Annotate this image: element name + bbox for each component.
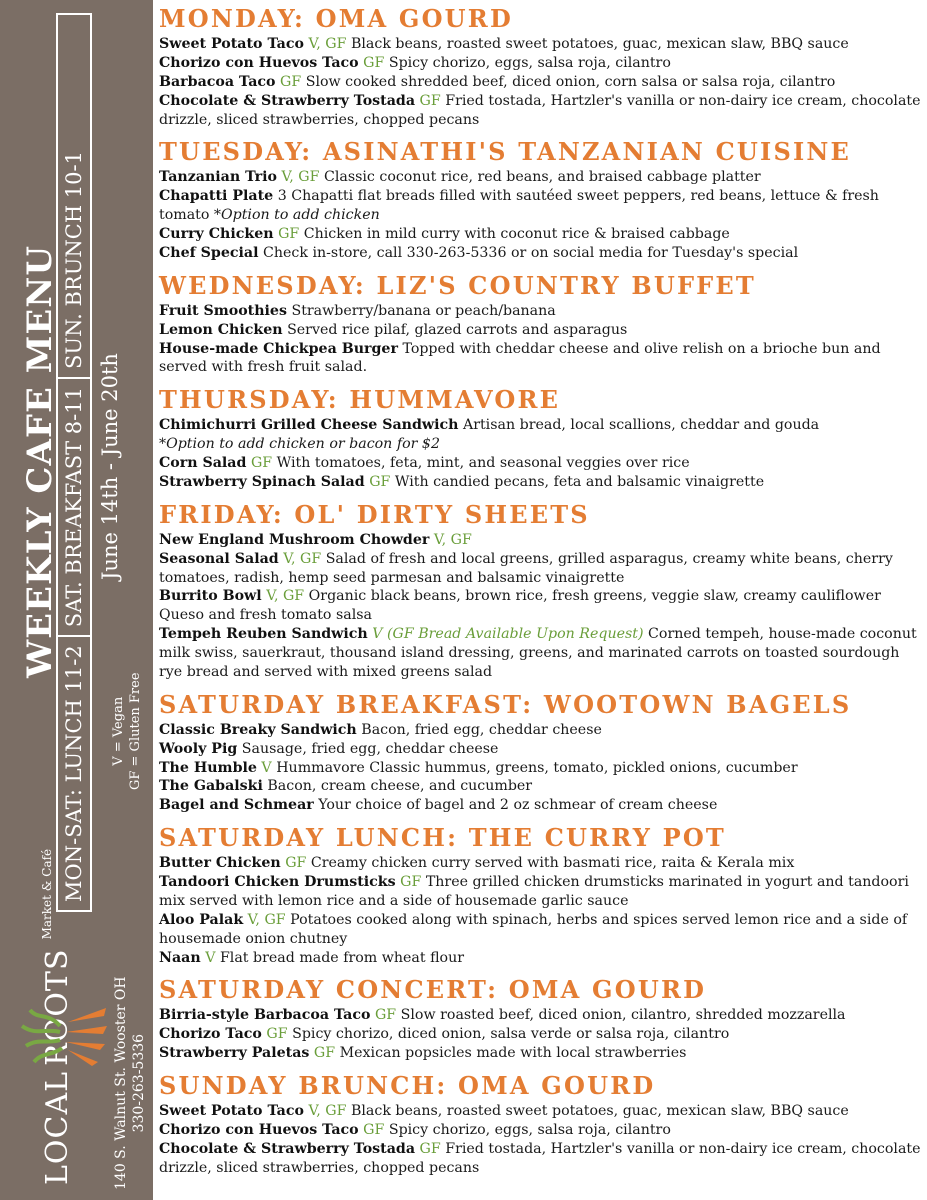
diet-tag: V, GF xyxy=(247,911,286,928)
item-description: Chicken in mild curry with coconut rice & braised cabbage xyxy=(303,226,730,242)
item-name: New England Mushroom Chowder xyxy=(159,531,430,548)
vegan-key: V = Vegan xyxy=(111,696,126,766)
sidebar xyxy=(0,0,153,1200)
item-description: Black beans, roasted sweet potatoes, guac, mexican slaw, BBQ sauce xyxy=(350,36,849,52)
diet-tag: V xyxy=(205,949,216,966)
menu-title: WEEKLY CAFE MENU xyxy=(20,244,60,678)
logo-subtitle: Market & Café xyxy=(40,848,54,940)
item-description: Your choice of bagel and 2 oz schmear of cream cheese xyxy=(318,797,718,814)
item-name: Seasonal Salad xyxy=(159,550,279,567)
diet-key xyxy=(110,672,144,790)
item-name: Barbacoa Taco xyxy=(159,73,276,90)
item-name: Wooly Pig xyxy=(159,740,238,757)
day-section xyxy=(159,688,923,815)
item-description: Potatoes cooked along with spinach, herbs and spices served lemon rice and a side of housemade onion chutney xyxy=(159,911,908,947)
menu-item xyxy=(159,244,923,263)
item-description: Check in-store, call 330-263-5336 or on social media for Tuesday's special xyxy=(263,244,799,261)
day-section xyxy=(159,498,923,682)
item-name: The Gabalski xyxy=(159,778,263,795)
day-heading: SATURDAY LUNCH: THE CURRY POT xyxy=(159,823,726,853)
item-description: Topped with cheddar cheese and olive relish on a brioche bun and served with fresh fruit salad. xyxy=(159,340,881,376)
store-contact xyxy=(112,976,148,1190)
diet-tag: GF xyxy=(369,473,391,490)
diet-tag: GF xyxy=(419,92,441,109)
item-name: Chocolate & Strawberry Tostada xyxy=(159,92,416,109)
menu-item xyxy=(159,531,923,550)
item-name: The Humble xyxy=(159,759,257,776)
day-heading: THURSDAY: HUMMAVORE xyxy=(159,385,561,415)
diet-tag: GF xyxy=(285,855,307,872)
day-heading: SUNDAY BRUNCH: OMA GOURD xyxy=(159,1071,656,1100)
item-description: Bacon, fried egg, cheddar cheese xyxy=(361,721,602,738)
item-description: Mexican popsicles made with local strawberries xyxy=(339,1045,687,1062)
diet-tag: GF xyxy=(419,1140,441,1157)
menu-item xyxy=(159,759,923,778)
day-section xyxy=(159,2,923,129)
day-heading: FRIDAY: OL' DIRTY SHEETS xyxy=(159,499,590,529)
item-name: Lemon Chicken xyxy=(159,321,283,338)
item-name: Bagel and Schmear xyxy=(159,797,314,814)
item-description: Fried tostada, Hartzler's vanilla or non-dairy ice cream, chocolate drizzle, sliced strawberries, chopped pecans xyxy=(159,92,921,128)
item-description: Bacon, cream cheese, and cucumber xyxy=(267,778,533,795)
item-description: Three grilled chicken drumsticks marinated in yogurt and tandoori mix served with lemon rice and a side of housemade garlic sauce xyxy=(159,874,909,909)
day-heading: SATURDAY CONCERT: OMA GOURD xyxy=(159,975,707,1005)
item-name: Tandoori Chicken Drumsticks xyxy=(159,874,396,890)
item-name: Curry Chicken xyxy=(159,226,274,242)
hours-brunch: SUN. BRUNCH 10-1 xyxy=(58,143,90,379)
item-description: 3 Chapatti flat breads filled with sautéed sweet peppers, red beans, lettuce & fresh tomato xyxy=(159,188,879,224)
item-name: Naan xyxy=(159,949,201,966)
item-name: Strawberry Spinach Salad xyxy=(159,473,365,490)
item-name: Classic Breaky Sandwich xyxy=(159,721,357,738)
item-name: Birria-style Barbacoa Taco xyxy=(159,1007,371,1024)
item-description: Slow roasted beef, diced onion, cilantro, shredded mozzarella xyxy=(400,1007,846,1024)
item-description: Flat bread made from wheat flour xyxy=(219,949,465,966)
menu-item xyxy=(159,1044,923,1063)
item-description: Fried tostada, Hartzler's vanilla or non-dairy ice cream, chocolate drizzle, sliced strawberries, chopped pecans xyxy=(159,1140,921,1176)
diet-tag: GF xyxy=(374,1007,397,1024)
menu-item xyxy=(159,1025,923,1044)
item-description: Slow cooked shredded beef, diced onion, corn salsa or salsa roja, cilantro xyxy=(305,73,836,90)
menu-item xyxy=(159,587,923,625)
day-heading: MONDAY: OMA GOURD xyxy=(159,4,513,33)
logo-local: LOCAL xyxy=(40,1070,75,1185)
item-name: Chorizo con Huevos Taco xyxy=(159,1121,359,1138)
menu-item xyxy=(159,92,923,130)
diet-tag: GF xyxy=(313,1045,336,1062)
item-note: *Option to add chicken or bacon for $2 xyxy=(159,436,440,453)
item-description: Hummavore Classic hummus, greens, tomato, pickled onions, cucumber xyxy=(276,759,798,776)
item-description: Served rice pilaf, glazed carrots and asparagus xyxy=(287,321,628,338)
hours-box xyxy=(56,13,92,912)
menu-item xyxy=(159,911,923,949)
item-description: Creamy chicken curry served with basmati rice, raita & Kerala mix xyxy=(310,855,795,872)
menu-item xyxy=(159,321,923,340)
menu-item xyxy=(159,473,923,492)
menu-item xyxy=(159,1102,923,1121)
item-description: Spicy chorizo, eggs, salsa roja, cilantro xyxy=(388,1121,671,1138)
day-section xyxy=(159,973,923,1063)
item-name: Chimichurri Grilled Cheese Sandwich xyxy=(159,417,459,434)
day-section xyxy=(159,383,923,492)
carrot-icon xyxy=(8,1002,108,1068)
item-name: Tempeh Reuben Sandwich xyxy=(159,626,368,643)
menu-item xyxy=(159,454,923,473)
item-description: With candied pecans, feta and balsamic vinaigrette xyxy=(394,473,765,490)
item-name: Sweet Potato Taco xyxy=(159,36,304,52)
item-description: Black beans, roasted sweet potatoes, guac, mexican slaw, BBQ sauce xyxy=(350,1103,849,1119)
item-description: Spicy chorizo, eggs, salsa roja, cilantro xyxy=(388,54,671,71)
item-name: Sweet Potato Taco xyxy=(159,1103,304,1119)
menu-item xyxy=(159,777,923,796)
menu-item xyxy=(159,168,923,187)
item-description: Sausage, fried egg, cheddar cheese xyxy=(241,740,499,757)
menu-item xyxy=(159,873,923,911)
menu-item xyxy=(159,302,923,321)
item-description: Classic coconut rice, red beans, and braised cabbage platter xyxy=(323,169,761,186)
menu-item xyxy=(159,35,923,54)
day-section xyxy=(159,821,923,967)
diet-tag: V, GF xyxy=(281,169,320,186)
menu-item xyxy=(159,73,923,92)
day-heading: TUESDAY: ASINATHI'S TANZANIAN CUISINE xyxy=(159,137,852,167)
item-description: Organic black beans, brown rice, fresh greens, veggie slaw, creamy cauliflower Queso and fresh tomato salsa xyxy=(159,588,881,624)
menu-item xyxy=(159,721,923,740)
diet-tag: V, GF xyxy=(266,588,305,605)
menu-item xyxy=(159,854,923,873)
item-note: *Option to add chicken xyxy=(213,207,380,224)
menu-item xyxy=(159,796,923,815)
menu-item xyxy=(159,187,923,225)
menu-content xyxy=(159,2,923,1178)
item-description: With tomatoes, feta, mint, and seasonal veggies over rice xyxy=(276,455,690,471)
item-name: Strawberry Paletas xyxy=(159,1045,310,1062)
hours-lunch: MON-SAT: LUNCH 11-2 xyxy=(62,645,86,902)
item-name: Chorizo Taco xyxy=(159,1026,262,1043)
diet-tag: GF xyxy=(266,1026,288,1043)
diet-tag: V, GF xyxy=(308,36,347,52)
day-heading: WEDNESDAY: LIZ'S COUNTRY BUFFET xyxy=(159,270,756,300)
item-name: House-made Chickpea Burger xyxy=(159,340,398,357)
menu-item xyxy=(159,54,923,73)
day-heading: SATURDAY BREAKFAST: WOOTOWN BAGELS xyxy=(159,689,852,719)
menu-item xyxy=(159,550,923,588)
store-address: 140 S. Walnut St. Wooster OH xyxy=(113,976,129,1190)
item-name: Chef Special xyxy=(159,244,259,261)
day-section xyxy=(159,1069,923,1178)
menu-item xyxy=(159,1140,923,1178)
logo-roots: ROOTS xyxy=(40,948,75,1066)
diet-tag: GF xyxy=(400,874,422,890)
item-name: Chocolate & Strawberry Tostada xyxy=(159,1140,416,1157)
menu-item xyxy=(159,225,923,244)
item-name: Tanzanian Trio xyxy=(159,169,277,186)
diet-tag: GF xyxy=(278,226,300,242)
diet-tag: GF xyxy=(363,54,385,71)
day-section xyxy=(159,269,923,378)
item-name: Burrito Bowl xyxy=(159,588,262,605)
menu-item xyxy=(159,949,923,968)
item-description: Spicy chorizo, diced onion, salsa verde or salsa roja, cilantro xyxy=(292,1026,730,1043)
item-description: Strawberry/banana or peach/banana xyxy=(291,302,556,319)
diet-tag: V (GF Bread Available Upon Request) xyxy=(372,626,644,643)
diet-tag: V, GF xyxy=(283,550,322,567)
item-description: Corned tempeh, house-made coconut milk swiss, sauerkraut, thousand island dressing, greens, and marinated carrots on toasted sourdough rye bread and served with mixed greens salad xyxy=(159,626,917,680)
menu-item xyxy=(159,1006,923,1025)
diet-tag: GF xyxy=(250,455,273,471)
item-name: Fruit Smoothies xyxy=(159,302,287,319)
store-phone: 330-263-5336 xyxy=(131,1033,147,1133)
menu-dates: June 14th - June 20th xyxy=(98,353,122,580)
diet-tag: GF xyxy=(280,73,302,90)
item-name: Chapatti Plate xyxy=(159,188,274,205)
item-name: Corn Salad xyxy=(159,455,247,471)
day-section xyxy=(159,135,923,262)
gluten-free-key: GF = Gluten Free xyxy=(128,672,143,790)
item-name: Chorizo con Huevos Taco xyxy=(159,54,359,71)
menu-item xyxy=(159,416,923,454)
diet-tag: V xyxy=(261,759,272,776)
item-name: Aloo Palak xyxy=(159,911,244,928)
item-description: Salad of fresh and local greens, grilled asparagus, creamy white beans, cherry tomatoes, radish, hemp seed parmesan and balsamic vinaigrette xyxy=(159,550,893,586)
item-description: Artisan bread, local scallions, cheddar and gouda xyxy=(462,417,820,434)
diet-tag: V, GF xyxy=(308,1103,347,1119)
diet-tag: GF xyxy=(363,1121,385,1138)
menu-item xyxy=(159,625,923,682)
diet-tag: V, GF xyxy=(433,531,472,548)
menu-item xyxy=(159,1121,923,1140)
hours-breakfast: SAT. BREAKFAST 8-11 xyxy=(58,379,90,637)
menu-item xyxy=(159,740,923,759)
menu-item xyxy=(159,340,923,378)
item-name: Butter Chicken xyxy=(159,855,281,872)
